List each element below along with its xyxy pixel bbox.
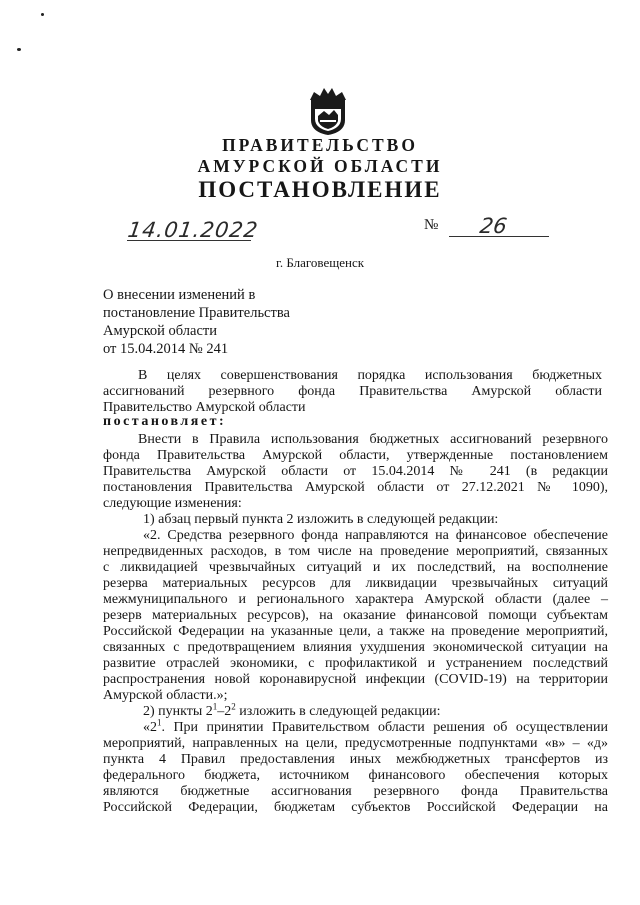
body-line: пункта 4 Правил предоставления иных межбюджетных трансфертов из <box>103 752 608 767</box>
preamble-line: Правительство Амурской области <box>103 400 306 415</box>
body-line: с ликвидацией чрезвычайных ситуаций и их последствий, на восполнение <box>103 560 608 575</box>
body-line: постановления Правительства Амурской области от 27.12.2021 № 1090), <box>103 480 608 495</box>
body-line: резерва материальных ресурсов для ликвидации чрезвычайных ситуаций <box>103 576 608 591</box>
body-line: Российской Федерации, бюджетам субъектов Российской Федерации на <box>103 800 608 815</box>
number-label: № <box>424 217 439 233</box>
subject-line: О внесении изменений в <box>103 287 256 303</box>
scan-speck <box>17 48 21 51</box>
body-line: непредвиденных расходов, в том числе на проведение мероприятий, связанных <box>103 544 608 559</box>
preamble <box>103 368 602 416</box>
body-line: мероприятий, направленных на цели, предусмотренные подпунктами «в» – «д» <box>103 736 608 751</box>
organization-region: АМУРСКОЙ ОБЛАСТИ <box>197 156 443 176</box>
body-line: федерального бюджета, источником финансового обеспечения которых <box>103 768 608 783</box>
body-line: резерв материальных ресурсов), на оказание финансовой помощи субъектам <box>103 608 608 623</box>
body-line: фонда Правительства Амурской области, утвержденные постановлением <box>103 448 608 463</box>
resolves-word: постановляет: <box>103 414 227 429</box>
coat-of-arms-icon <box>306 86 350 136</box>
number-underline <box>449 236 549 237</box>
organization-name: ПРАВИТЕЛЬСТВО <box>222 135 418 155</box>
body-line: межмуниципального и регионального характера Амурской области (далее – <box>103 592 608 607</box>
document-subject <box>103 286 290 358</box>
body-line: связанных с предотвращением влияния ухудшения экономической ситуации на <box>103 640 608 655</box>
document-date: 14.01.2022 <box>126 218 260 242</box>
body-line: являются бюджетные ассигнования резервного фонда Правительства <box>103 784 608 799</box>
document-body <box>103 432 608 816</box>
preamble-line: ассигнований резервного фонда Правительства Амурской области <box>103 384 602 399</box>
body-line: «2. Средства резервного фонда направляются на финансовое обеспечение <box>143 528 608 543</box>
document-type: ПОСТАНОВЛЕНИЕ <box>198 177 442 202</box>
body-line: распространения новой коронавирусной инфекции (COVID-19) на территории <box>103 672 608 687</box>
document-number: 26 <box>478 214 509 238</box>
scan-speck <box>41 13 44 16</box>
body-line: Амурской области.»; <box>103 688 228 703</box>
body-line: 1) абзац первый пункта 2 изложить в следующей редакции: <box>143 512 499 527</box>
body-line: Правительства Амурской области от 15.04.2014 № 241 (в редакции <box>103 464 608 479</box>
body-line-item21: «$2^1$. При принятии Правительством области решения об осуществлении <box>143 717 608 735</box>
body-line: развитие отраслей экономики, с профилактикой и устранением последствий <box>103 656 608 671</box>
preamble-line: В целях совершенствования порядка использования бюджетных <box>138 368 602 383</box>
body-line-item2: 2) пункты $2^1-2^2$ изложить в следующей редакции: <box>143 701 441 719</box>
body-line: Российской Федерации на указанные цели, а также на проведение мероприятий, <box>103 624 608 639</box>
body-line: следующие изменения: <box>103 496 242 511</box>
subject-line: постановление Правительства <box>103 305 290 321</box>
date-underline <box>127 240 251 241</box>
city-label: г. Благовещенск <box>275 255 365 270</box>
body-line: Внести в Правила использования бюджетных ассигнований резервного <box>138 432 608 447</box>
subject-line: от 15.04.2014 № 241 <box>103 341 229 357</box>
subject-line: Амурской области <box>103 323 217 339</box>
